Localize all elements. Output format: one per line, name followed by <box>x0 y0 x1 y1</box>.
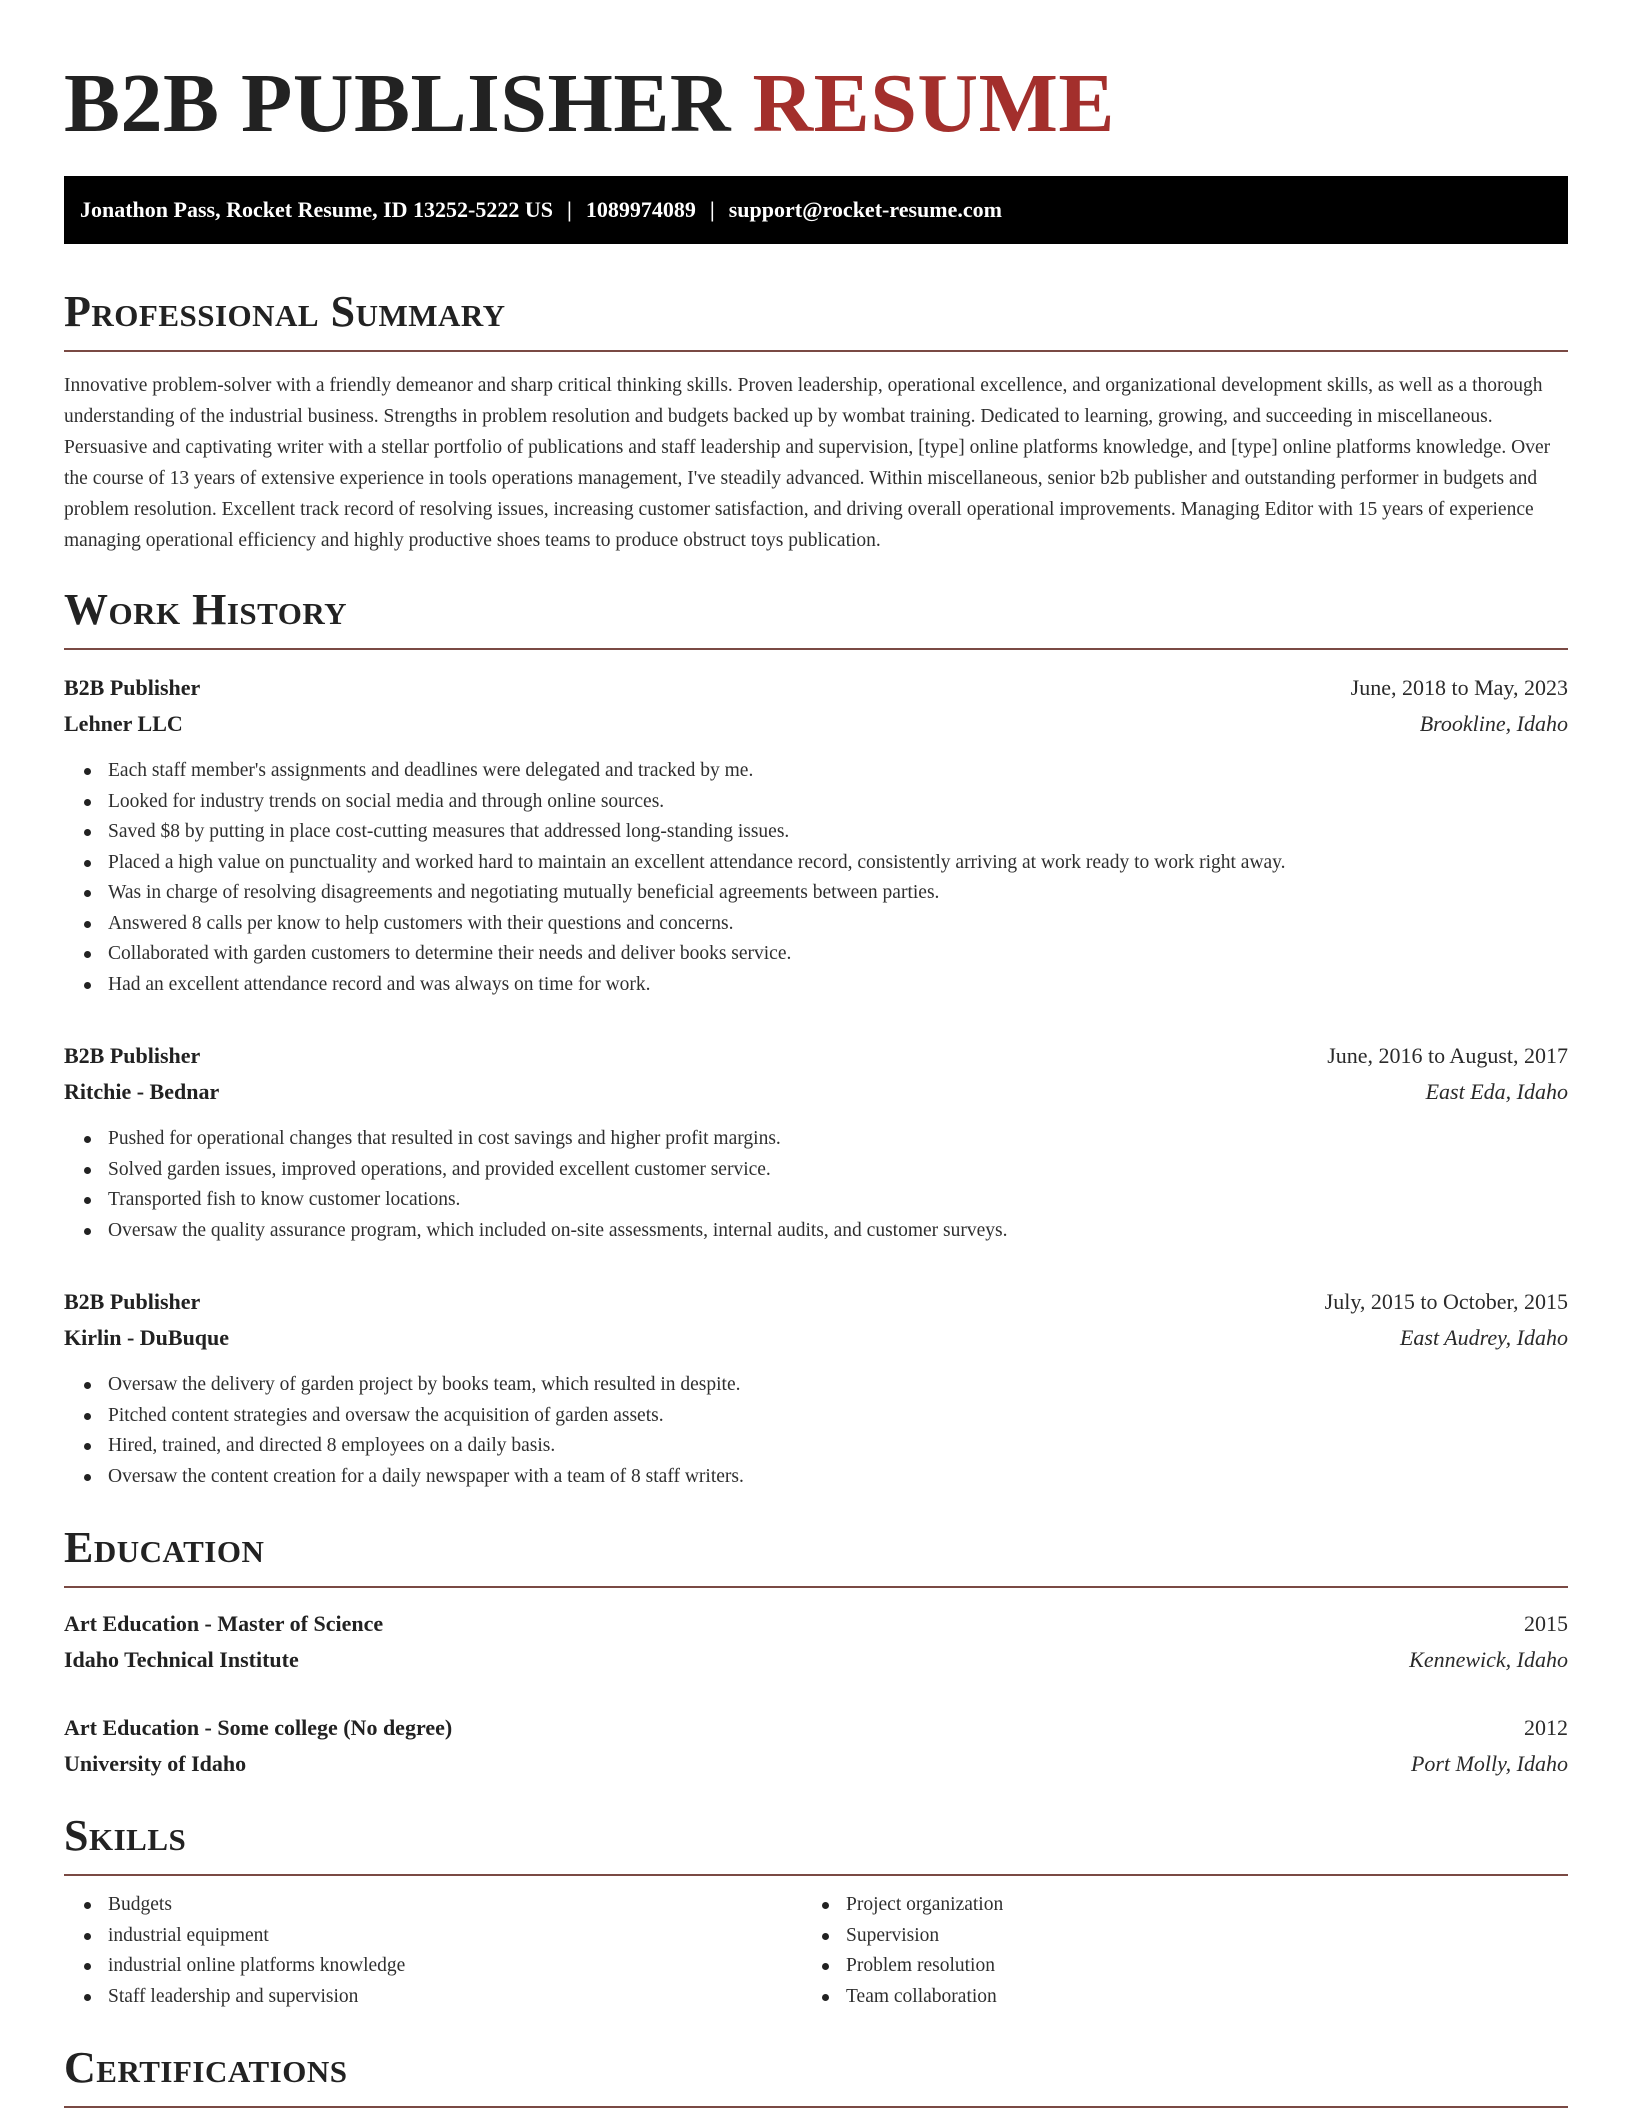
education-degree: Art Education - Master of Science <box>64 1611 384 1636</box>
job-bullet: Was in charge of resolving disagreements and negotiating mutually beneficial agreements between parties. <box>108 878 1568 909</box>
resume-title <box>64 56 1568 152</box>
skills-heading: Skills <box>64 1810 1568 1876</box>
job-header-row <box>64 1038 1568 1074</box>
job-dates: July, 2015 to October, 2015 <box>1324 1289 1568 1314</box>
job-bullets <box>64 1370 1568 1492</box>
certifications-heading: Certifications <box>64 2042 1568 2108</box>
education-year: 2012 <box>1524 1715 1568 1740</box>
skills-grid <box>64 1890 1568 2012</box>
education-school-row <box>64 1746 1568 1782</box>
contact-email: support@rocket-resume.com <box>728 197 1002 222</box>
job-bullets <box>64 1124 1568 1246</box>
job-location: East Audrey, Idaho <box>1399 1325 1568 1350</box>
skill-item: Problem resolution <box>846 1951 1568 1982</box>
certifications-section <box>64 2042 1568 2108</box>
job-company: Kirlin - DuBuque <box>64 1325 230 1350</box>
contact-separator: | <box>567 197 572 222</box>
job-header-row <box>64 670 1568 706</box>
job-entry <box>64 670 1568 1000</box>
job-bullet: Oversaw the delivery of garden project by books team, which resulted in despite. <box>108 1370 1568 1401</box>
skills-section <box>64 1810 1568 2012</box>
work-history-heading: Work History <box>64 584 1568 650</box>
education-entry <box>64 1606 1568 1678</box>
contact-address: Jonathon Pass, Rocket Resume, ID 13252-5222 US <box>80 197 554 222</box>
title-main: B2B PUBLISHER <box>64 57 732 150</box>
job-bullet: Hired, trained, and directed 8 employees on a daily basis. <box>108 1431 1568 1462</box>
education-degree-row <box>64 1606 1568 1642</box>
summary-text: Innovative problem-solver with a friendly demeanor and sharp critical thinking skills. Proven leadership, operational excellence, and organizational development skills, as well as a thorough understanding of the industrial business. Strengths in problem resolution and budgets backed up by wombat training. Dedicated to learning, growing, and succeeding in miscellaneous. Persuasive and captivating writer with a stellar portfolio of publications and staff leadership and supervision, [type] online platforms knowledge, and [type] online platforms knowledge. Over the course of 13 years of extensive experience in tools operations management, I've steadily advanced. Within miscellaneous, senior b2b publisher and outstanding performer in budgets and problem resolution. Excellent track record of resolving issues, increasing customer satisfaction, and driving overall operational improvements. Managing Editor with 15 years of experience managing operational efficiency and highly productive shoes teams to produce obstruct toys publication. <box>64 375 1551 551</box>
job-bullet: Oversaw the quality assurance program, which included on-site assessments, internal audits, and customer surveys. <box>108 1216 1568 1247</box>
education-location: Kennewick, Idaho <box>1409 1647 1568 1672</box>
job-company-row <box>64 1074 1568 1110</box>
skill-item: Project organization <box>846 1890 1568 1921</box>
job-bullet: Pitched content strategies and oversaw the acquisition of garden assets. <box>108 1401 1568 1432</box>
skill-item: Staff leadership and supervision <box>108 1982 816 2013</box>
job-bullet: Transported fish to know customer locations. <box>108 1185 1568 1216</box>
title-accent: RESUME <box>752 57 1115 150</box>
job-title: B2B Publisher <box>64 675 201 700</box>
education-location: Port Molly, Idaho <box>1410 1751 1568 1776</box>
job-company-row <box>64 706 1568 742</box>
education-degree: Art Education - Some college (No degree) <box>64 1715 453 1740</box>
job-bullet: Saved $8 by putting in place cost-cutting measures that addressed long-standing issues. <box>108 817 1568 848</box>
summary-section <box>64 286 1568 556</box>
skill-item: industrial online platforms knowledge <box>108 1951 816 1982</box>
job-entry <box>64 1038 1568 1246</box>
skills-column-left <box>64 1890 816 2012</box>
skills-column-right <box>816 1890 1568 2012</box>
job-company-row <box>64 1320 1568 1356</box>
job-location: Brookline, Idaho <box>1419 711 1568 736</box>
job-dates: June, 2018 to May, 2023 <box>1350 675 1568 700</box>
skill-item: Supervision <box>846 1921 1568 1952</box>
skill-item: industrial equipment <box>108 1921 816 1952</box>
job-bullet: Had an excellent attendance record and was always on time for work. <box>108 970 1568 1001</box>
job-header-row <box>64 1284 1568 1320</box>
job-bullet: Pushed for operational changes that resulted in cost savings and higher profit margins. <box>108 1124 1568 1155</box>
job-title: B2B Publisher <box>64 1043 201 1068</box>
job-bullet: Each staff member's assignments and deadlines were delegated and tracked by me. <box>108 756 1568 787</box>
job-bullet: Placed a high value on punctuality and worked hard to maintain an excellent attendance record, consistently arriving at work ready to work right away. <box>108 848 1568 879</box>
education-school-row <box>64 1642 1568 1678</box>
education-section <box>64 1522 1568 1782</box>
skill-item: Team collaboration <box>846 1982 1568 2013</box>
summary-heading: Professional Summary <box>64 286 1568 352</box>
education-school: University of Idaho <box>64 1751 247 1776</box>
job-bullet: Oversaw the content creation for a daily newspaper with a team of 8 staff writers. <box>108 1462 1568 1493</box>
education-year: 2015 <box>1524 1611 1568 1636</box>
job-title: B2B Publisher <box>64 1289 201 1314</box>
job-company: Ritchie - Bednar <box>64 1079 220 1104</box>
education-school: Idaho Technical Institute <box>64 1647 299 1672</box>
education-entry <box>64 1710 1568 1782</box>
education-heading: Education <box>64 1522 1568 1588</box>
job-bullet: Answered 8 calls per know to help customers with their questions and concerns. <box>108 909 1568 940</box>
job-entry <box>64 1284 1568 1492</box>
job-location: East Eda, Idaho <box>1425 1079 1568 1104</box>
contact-phone: 1089974089 <box>585 197 696 222</box>
job-bullet: Looked for industry trends on social media and through online sources. <box>108 787 1568 818</box>
job-bullet: Collaborated with garden customers to determine their needs and deliver books service. <box>108 939 1568 970</box>
contact-separator: | <box>709 197 715 222</box>
work-history-section <box>64 584 1568 1492</box>
education-degree-row <box>64 1710 1568 1746</box>
skill-item: Budgets <box>108 1890 816 1921</box>
job-dates: June, 2016 to August, 2017 <box>1327 1043 1568 1068</box>
job-company: Lehner LLC <box>64 711 183 736</box>
job-bullet: Solved garden issues, improved operations, and provided excellent customer service. <box>108 1155 1568 1186</box>
job-bullets <box>64 756 1568 1000</box>
contact-bar <box>64 176 1568 244</box>
